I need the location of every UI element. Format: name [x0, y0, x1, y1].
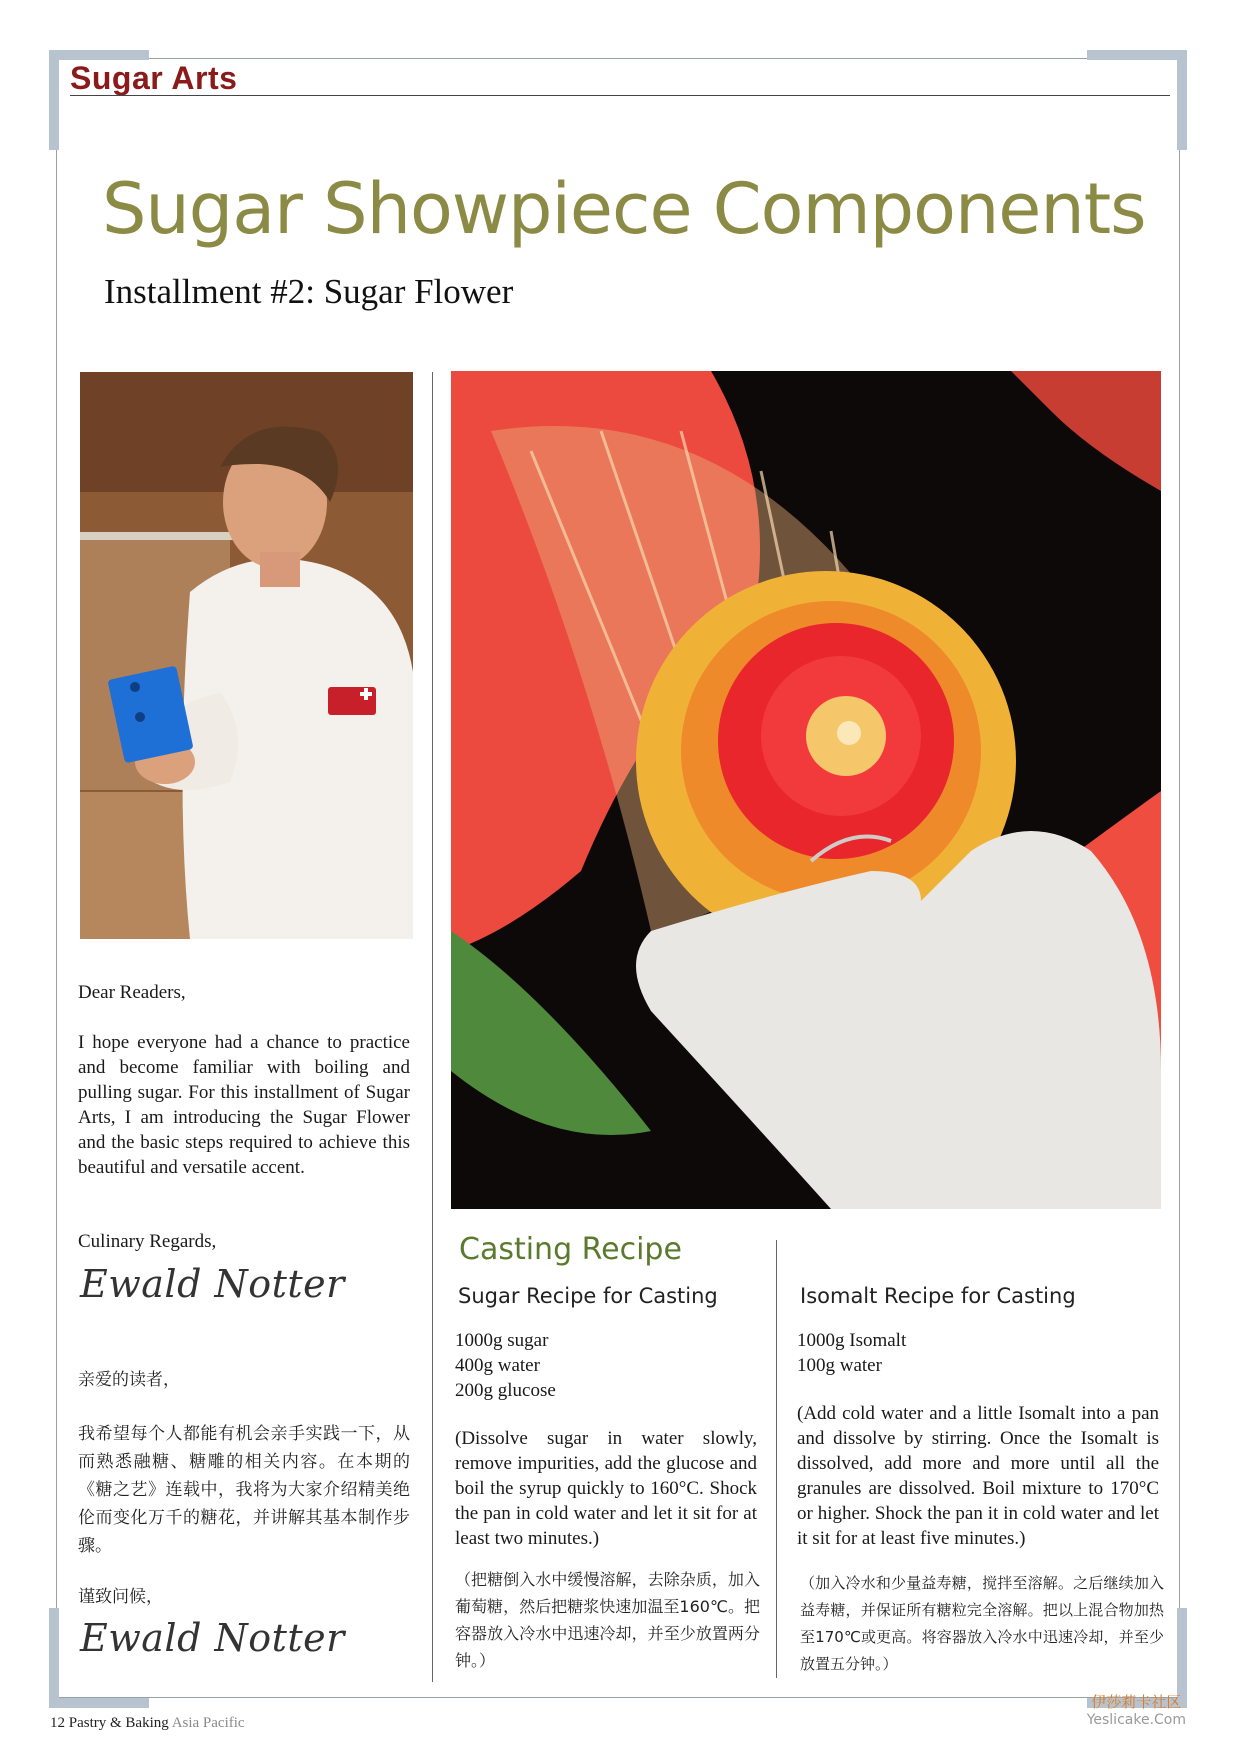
ingredient-item: 400g water — [455, 1355, 540, 1376]
letter-regards: Culinary Regards, — [78, 1231, 217, 1252]
isomalt-instructions: (Add cold water and a little Isomalt into a pan and dissolve by stirring. Once the Isomalt is dissolved, add more and more until all the granules are dissolved. Boil mixture to 170°C or higher. Shock the pan it in cold water and let it sit for at least five minutes.) — [797, 1403, 1159, 1549]
isomalt-ingredient-list — [797, 1328, 906, 1378]
publication-region: Asia Pacific — [171, 1715, 245, 1731]
signature-english: Ewald Notter — [80, 1262, 345, 1306]
sugar-recipe-subtitle: Sugar Recipe for Casting — [458, 1284, 718, 1308]
watermark-site: Yeslicake.Com — [1086, 1712, 1186, 1728]
ingredient-item: 200g glucose — [455, 1380, 556, 1401]
ingredient-item: 100g water — [797, 1355, 882, 1376]
watermark-chinese: 伊莎莉卡社区 — [1091, 1693, 1182, 1711]
letter-greeting-chinese: 亲爱的读者， — [78, 1370, 180, 1390]
article-title: Sugar Showpiece Components — [102, 168, 1146, 250]
watermark — [1087, 1691, 1186, 1728]
letter-body-chinese: 我希望每个人都能有机会亲手实践一下，从而熟悉融糖、糖雕的相关内容。在本期的《糖之艺》连载中，我将为大家介绍精美绝伦而变化万千的糖花，并讲解其基本制作步骤。 — [78, 1424, 410, 1556]
page-footer — [50, 1715, 245, 1732]
column-divider-recipe — [776, 1240, 777, 1678]
publication-name: Pastry & Baking — [68, 1715, 169, 1731]
section-title: Sugar Arts — [70, 60, 238, 96]
article-subtitle: Installment #2: Sugar Flower — [104, 272, 514, 311]
isomalt-instructions-chinese: （加入冷水和少量益寿糖，搅拌至溶解。之后继续加入益寿糖，并保证所有糖粒完全溶解。把以上混合物加热至170℃或更高。将容器放入冷水中迅速冷却，并至少放置五分钟。） — [800, 1574, 1164, 1673]
page-number: 12 — [50, 1715, 65, 1731]
sugar-instructions-chinese: （把糖倒入水中缓慢溶解，去除杂质，加入葡萄糖，然后把糖浆快速加温至160℃。把容器放入冷水中迅速冷却，并至少放置两分钟。） — [455, 1570, 760, 1670]
recipe-title: Casting Recipe — [459, 1232, 682, 1267]
chef-photo — [80, 372, 413, 939]
letter-regards-chinese: 谨致问候， — [78, 1587, 163, 1607]
header-rule — [70, 95, 1170, 96]
letter-body: I hope everyone had a chance to practice and become familiar with boiling and pulling sugar. For this installment of Sugar Arts, I am introducing the Sugar Flower and the basic steps required to achieve this beautiful and versatile accent. — [78, 1032, 410, 1178]
ingredient-item: 1000g sugar — [455, 1330, 549, 1351]
column-divider-left — [432, 372, 433, 1682]
sugar-ingredient-list — [455, 1328, 556, 1403]
sugar-flower-photo — [451, 371, 1161, 1209]
sugar-instructions: (Dissolve sugar in water slowly, remove impurities, add the glucose and boil the syrup quickly to 160°C. Shock the pan in cold water and let it sit for at least two minutes.) — [455, 1428, 757, 1549]
letter-greeting: Dear Readers, — [78, 982, 186, 1003]
isomalt-recipe-subtitle: Isomalt Recipe for Casting — [800, 1284, 1076, 1308]
ingredient-item: 1000g Isomalt — [797, 1330, 907, 1351]
signature-chinese-section: Ewald Notter — [80, 1616, 345, 1660]
